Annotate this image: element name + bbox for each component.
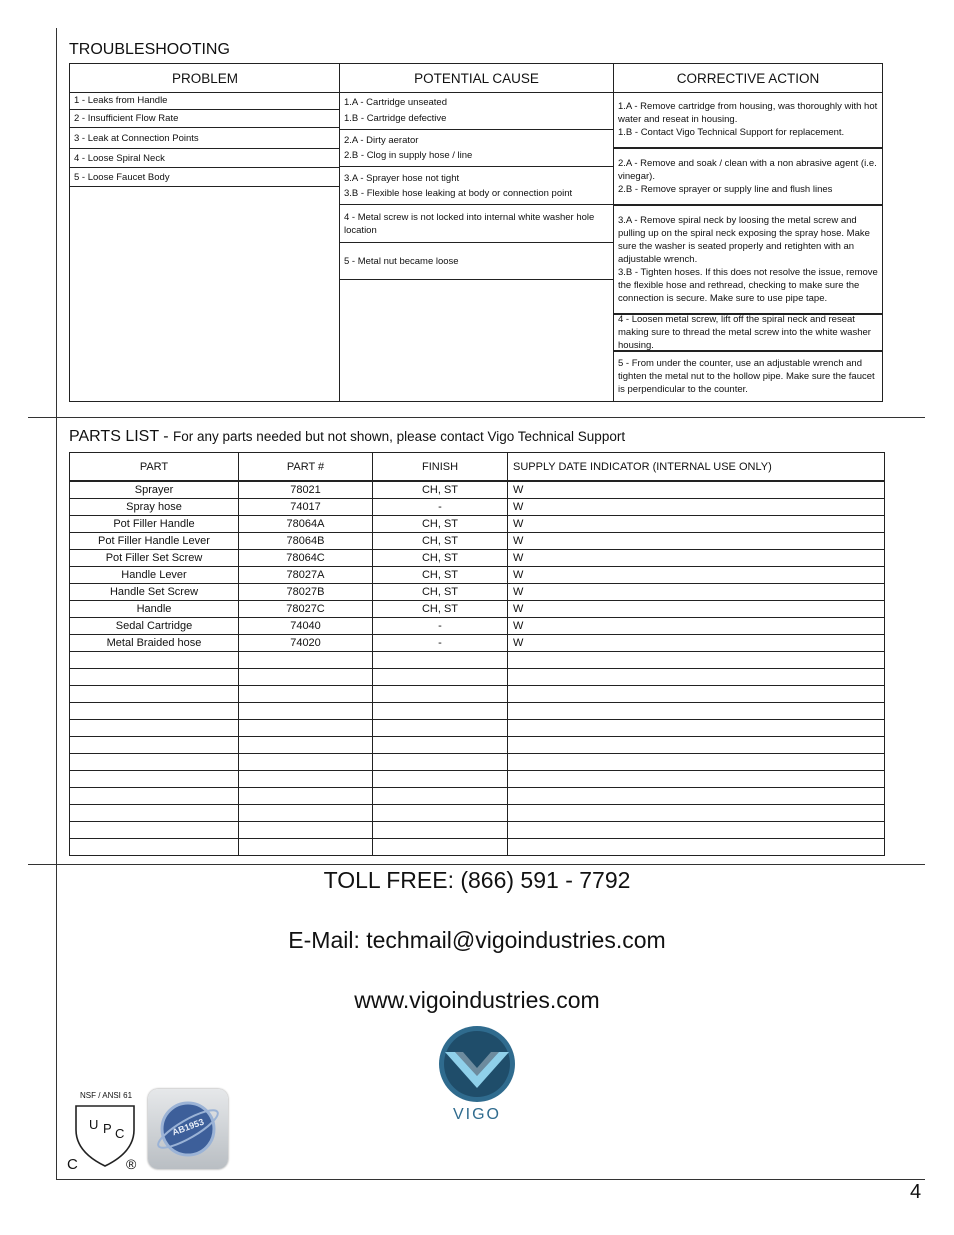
table-cell-empty — [373, 771, 508, 788]
table-cell-number: 74020 — [239, 635, 373, 652]
cause-cell — [340, 205, 613, 243]
table-row — [70, 550, 885, 567]
bottom-rule — [56, 1179, 925, 1180]
table-cell-empty — [373, 805, 508, 822]
table-row — [70, 601, 885, 618]
problem-text: 4 - Loose Spiral Neck — [74, 152, 165, 164]
table-row-empty — [70, 788, 885, 805]
table-cell-finish: - — [373, 635, 508, 652]
action-text: 2.A - Remove and soak / clean with a non abrasive agent (i.e. vinegar). — [618, 158, 877, 182]
table-cell-empty — [508, 771, 885, 788]
troubleshooting-title: TROUBLESHOOTING — [69, 41, 230, 58]
nsf-label: NSF / ANSI 61 — [80, 1091, 133, 1100]
action-text: 1.A - Remove cartridge from housing, was thoroughly with hot water and reseat in housing. — [618, 101, 878, 125]
table-cell-empty — [373, 737, 508, 754]
table-cell-empty — [373, 788, 508, 805]
table-cell-number: 74040 — [239, 618, 373, 635]
phone-number: TOLL FREE: (866) 591 - 7792 — [323, 867, 631, 893]
table-cell-empty — [239, 686, 373, 703]
cause-text: 3.A - Sprayer hose not tight — [344, 172, 460, 184]
problem-cell — [70, 168, 340, 187]
table-cell-empty — [70, 703, 239, 720]
table-row — [70, 584, 885, 601]
table-cell-empty — [70, 720, 239, 737]
action-text: 3.B - Tighten hoses. If this does not resolve the issue, remove the flexible hose and rethread, checking to make sure the connection is secure. Make sure to use pipe tape. — [618, 267, 878, 304]
table-row-empty — [70, 669, 885, 686]
table-cell-part: Spray hose — [70, 499, 239, 516]
cause-header: POTENTIAL CAUSE — [340, 64, 613, 93]
table-cell-supply: W — [508, 618, 885, 635]
action-column — [614, 64, 882, 401]
problem-cell — [70, 110, 340, 128]
table-row — [70, 635, 885, 652]
table-cell-number: 78021 — [239, 481, 373, 499]
table-cell-empty — [239, 703, 373, 720]
troubleshooting-table — [69, 63, 883, 402]
table-row — [70, 499, 885, 516]
table-cell-part: Handle Lever — [70, 567, 239, 584]
table-cell-number: 78027B — [239, 584, 373, 601]
cupc-logo — [64, 1100, 144, 1178]
table-cell-supply: W — [508, 516, 885, 533]
table-cell-supply: W — [508, 550, 885, 567]
table-cell-part: Pot Filler Handle Lever — [70, 533, 239, 550]
table-cell-number: 78064B — [239, 533, 373, 550]
cause-text: 5 - Metal nut became loose — [344, 255, 459, 267]
table-cell-empty — [239, 822, 373, 839]
table-cell-empty — [239, 754, 373, 771]
table-cell-empty — [70, 737, 239, 754]
table-cell-empty — [70, 788, 239, 805]
table-row — [70, 567, 885, 584]
table-row-empty — [70, 839, 885, 856]
upc-letter: C — [115, 1126, 125, 1141]
action-text: 1.B - Contact Vigo Technical Support for replacement. — [618, 127, 845, 138]
table-cell-empty — [508, 805, 885, 822]
table-cell-empty — [508, 822, 885, 839]
table-cell-empty — [239, 788, 373, 805]
table-row — [70, 618, 885, 635]
part-number-header: PART # — [239, 453, 373, 482]
table-cell-finish: CH, ST — [373, 550, 508, 567]
table-cell-empty — [239, 669, 373, 686]
table-row — [70, 533, 885, 550]
part-header: PART — [70, 453, 239, 482]
problem-header: PROBLEM — [70, 64, 340, 93]
cause-cell — [340, 167, 613, 205]
parts-list-table — [69, 452, 885, 856]
table-cell-finish: CH, ST — [373, 533, 508, 550]
cause-text: 1.B - Cartridge defective — [344, 113, 447, 124]
table-cell-empty — [239, 805, 373, 822]
table-row-empty — [70, 720, 885, 737]
table-cell-empty — [70, 822, 239, 839]
action-text: 2.B - Remove sprayer or supply line and flush lines — [618, 184, 833, 195]
problem-text: 5 - Loose Faucet Body — [74, 171, 170, 183]
table-cell-finish: CH, ST — [373, 516, 508, 533]
ab1953-text: AB1953 — [170, 1116, 206, 1138]
table-cell-empty — [239, 737, 373, 754]
problem-text: 2 - Insufficient Flow Rate — [74, 113, 179, 124]
parts-list-heading: PARTS LIST - — [69, 428, 174, 445]
table-cell-part: Metal Braided hose — [70, 635, 239, 652]
table-cell-empty — [373, 754, 508, 771]
action-cell — [614, 352, 882, 401]
cause-cell — [340, 243, 613, 280]
table-row — [70, 516, 885, 533]
table-row-empty — [70, 771, 885, 788]
registered-mark: ® — [126, 1156, 137, 1172]
table-cell-empty — [70, 669, 239, 686]
cause-text: 2.A - Dirty aerator — [344, 135, 419, 146]
table-cell-empty — [239, 771, 373, 788]
table-row-empty — [70, 737, 885, 754]
table-cell-empty — [508, 669, 885, 686]
problem-cell — [70, 149, 340, 168]
website-url: www.vigoindustries.com — [354, 987, 600, 1013]
table-cell-empty — [508, 788, 885, 805]
table-cell-finish: - — [373, 618, 508, 635]
table-cell-empty — [239, 652, 373, 669]
table-cell-finish: CH, ST — [373, 584, 508, 601]
action-text: 4 - Loosen metal screw, lift off the spiral neck and reseat making sure to thread the metal screw into the white washer housing. — [618, 314, 871, 351]
table-cell-supply: W — [508, 584, 885, 601]
table-cell-supply: W — [508, 567, 885, 584]
table-cell-finish: CH, ST — [373, 567, 508, 584]
action-cell — [614, 149, 882, 206]
table-cell-number: 78027A — [239, 567, 373, 584]
supply-header: SUPPLY DATE INDICATOR (INTERNAL USE ONLY) — [508, 453, 885, 482]
c-mark: C — [67, 1156, 78, 1173]
vigo-emblem-icon — [433, 1024, 521, 1104]
table-cell-empty — [508, 720, 885, 737]
parts-list-subtitle: For any parts needed but not shown, please contact Vigo Technical Support — [173, 429, 626, 444]
table-cell-part: Handle — [70, 601, 239, 618]
table-cell-empty — [70, 686, 239, 703]
table-cell-supply: W — [508, 601, 885, 618]
parts-list-body — [70, 481, 885, 856]
table-cell-empty — [70, 771, 239, 788]
action-cell — [614, 315, 882, 352]
table-cell-empty — [373, 720, 508, 737]
table-cell-empty — [373, 822, 508, 839]
email-address: E-Mail: techmail@vigoindustries.com — [288, 927, 666, 953]
action-header: CORRECTIVE ACTION — [614, 64, 882, 93]
table-cell-empty — [70, 805, 239, 822]
table-cell-empty — [373, 652, 508, 669]
section-divider — [28, 864, 925, 865]
finish-header: FINISH — [373, 453, 508, 482]
table-cell-finish: CH, ST — [373, 481, 508, 499]
cause-text: 3.B - Flexible hose leaking at body or connection point — [344, 187, 573, 199]
action-text: 3.A - Remove spiral neck by loosing the metal screw and pulling up on the spiral neck exposing the spray hose. Make sure the washer is seated properly and retighten with an adjustable wrench. — [618, 215, 870, 265]
problem-text: 3 - Leak at Connection Points — [74, 132, 199, 144]
table-cell-part: Pot Filler Set Screw — [70, 550, 239, 567]
table-cell-empty — [373, 669, 508, 686]
table-cell-number: 78064A — [239, 516, 373, 533]
table-cell-finish: CH, ST — [373, 601, 508, 618]
upc-letter: P — [103, 1121, 112, 1136]
table-cell-empty — [70, 754, 239, 771]
problem-text: 1 - Leaks from Handle — [74, 95, 168, 106]
table-cell-number: 74017 — [239, 499, 373, 516]
table-cell-empty — [508, 652, 885, 669]
table-cell-empty — [508, 737, 885, 754]
problem-column — [70, 64, 340, 401]
ab1953-badge — [148, 1089, 228, 1169]
cause-text: 1.A - Cartridge unseated — [344, 97, 447, 108]
table-row-empty — [70, 703, 885, 720]
table-row-empty — [70, 652, 885, 669]
table-cell-part: Sedal Cartridge — [70, 618, 239, 635]
table-cell-part: Sprayer — [70, 481, 239, 499]
table-row — [70, 481, 885, 499]
table-row-empty — [70, 822, 885, 839]
problem-cell — [70, 92, 340, 110]
table-cell-empty — [508, 754, 885, 771]
table-cell-supply: W — [508, 635, 885, 652]
table-cell-empty — [373, 839, 508, 856]
table-cell-empty — [508, 686, 885, 703]
table-cell-empty — [373, 703, 508, 720]
upc-letter: U — [89, 1117, 99, 1132]
table-row-empty — [70, 686, 885, 703]
cause-cell — [340, 92, 613, 130]
page-number: 4 — [910, 1181, 922, 1203]
table-cell-part: Handle Set Screw — [70, 584, 239, 601]
table-cell-empty — [239, 720, 373, 737]
table-cell-supply: W — [508, 533, 885, 550]
vigo-wordmark: VIGO — [452, 1106, 501, 1123]
table-cell-part: Pot Filler Handle — [70, 516, 239, 533]
table-row-empty — [70, 754, 885, 771]
cause-text: 2.B - Clog in supply hose / line — [344, 150, 473, 161]
cause-text: 4 - Metal screw is not locked into internal white washer hole location — [344, 211, 595, 236]
cause-cell — [340, 130, 613, 167]
table-cell-supply: W — [508, 499, 885, 516]
action-text: 5 - From under the counter, use an adjustable wrench and tighten the metal nut to the hollow pipe. Make sure the faucet is perpendicular to the counter. — [618, 358, 875, 395]
action-cell — [614, 206, 882, 315]
table-cell-empty — [70, 652, 239, 669]
table-cell-empty — [508, 703, 885, 720]
parts-header-row — [70, 453, 885, 482]
section-divider — [28, 417, 925, 418]
table-cell-supply: W — [508, 481, 885, 499]
cause-column — [340, 64, 613, 401]
table-cell-number: 78064C — [239, 550, 373, 567]
vigo-logo — [433, 1024, 521, 1124]
problem-cell — [70, 128, 340, 149]
table-cell-finish: - — [373, 499, 508, 516]
table-cell-empty — [373, 686, 508, 703]
table-cell-empty — [508, 839, 885, 856]
table-row-empty — [70, 805, 885, 822]
action-cell — [614, 92, 882, 149]
parts-list-title — [69, 428, 625, 446]
table-cell-empty — [239, 839, 373, 856]
table-cell-number: 78027C — [239, 601, 373, 618]
table-cell-empty — [70, 839, 239, 856]
